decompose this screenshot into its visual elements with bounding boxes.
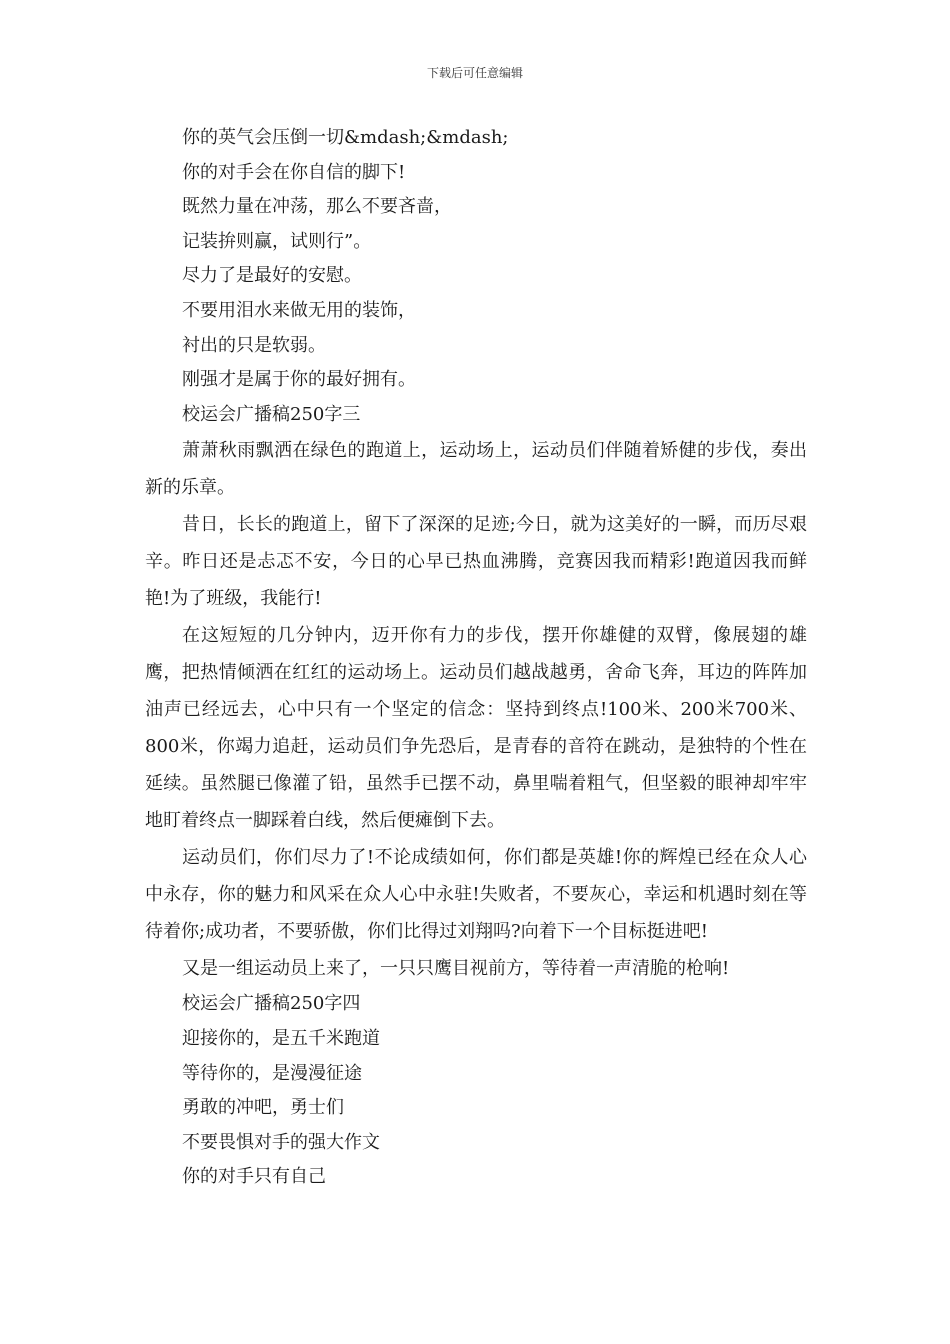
text-line: 衬出的只是软弱。 [182, 334, 326, 356]
paragraph: 萧萧秋雨飘洒在绿色的跑道上，运动场上，运动员们伴随着矫健的步伐，奏出新的乐章。 [145, 440, 807, 499]
document-body [145, 121, 807, 1195]
text-line: 刚强才是属于你的最好拥有。 [182, 369, 416, 391]
text-line: 记装拚则赢，试则行”。 [182, 230, 372, 252]
paragraph: 在这短短的几分钟内，迈开你有力的步伐，摆开你雄健的双臂，像展翅的雄鹰，把热情倾洒在红红的运动场上。运动员们越战越勇，舍命飞奔，耳边的阵阵加油声已经远去，心中只有一个坚定的信念：坚持到终点!100米、200米700米、800米，你竭力追赶，运动员们争先恐后，是青春的音符在跳动，是独特的个性在延续。虽然腿已像灌了铅，虽然手已摆不动，鼻里喘着粗气，但坚毅的眼神却牢牢地盯着终点一脚踩着白线，然后便瘫倒下去。 [145, 625, 807, 832]
text-line: 你的对手只有自己 [182, 1166, 326, 1188]
section-heading: 校运会广播稿250字四 [182, 993, 361, 1015]
text-line: 既然力量在冲荡，那么不要吝啬， [182, 196, 452, 218]
paragraph: 昔日，长长的跑道上，留下了深深的足迹;今日，就为这美好的一瞬，而历尽艰辛。昨日还是忐忑不安，今日的心早已热血沸腾，竞赛因我而精彩!跑道因我而鲜艳!为了班级，我能行! [145, 514, 807, 610]
section-heading: 校运会广播稿250字三 [182, 403, 361, 425]
text-line: 等待你的，是漫漫征途 [182, 1062, 362, 1084]
text-line: 勇敢的冲吧，勇士们 [182, 1097, 344, 1119]
text-line: 不要用泪水来做无用的装饰， [182, 299, 416, 321]
paragraph: 运动员们，你们尽力了!不论成绩如何，你们都是英雄!你的辉煌已经在众人心中永存，你的魅力和风采在众人心中永驻!失败者，不要灰心，幸运和机遇时刻在等待着你;成功者，不要骄傲，你们比得过刘翔吗?向着下一个目标挺进吧! [145, 847, 807, 943]
paragraph: 又是一组运动员上来了，一只只鹰目视前方，等待着一声清脆的枪响! [182, 958, 730, 980]
text-line: 你的英气会压倒一切&mdash;&mdash; [182, 127, 509, 148]
text-line: 不要畏惧对手的强大作文 [182, 1131, 380, 1153]
text-line: 尽力了是最好的安慰。 [182, 265, 362, 287]
page-header: 下载后可任意编辑 [426, 66, 523, 80]
text-line: 迎接你的，是五千米跑道 [182, 1027, 380, 1049]
text-line: 你的对手会在你自信的脚下! [182, 161, 406, 183]
